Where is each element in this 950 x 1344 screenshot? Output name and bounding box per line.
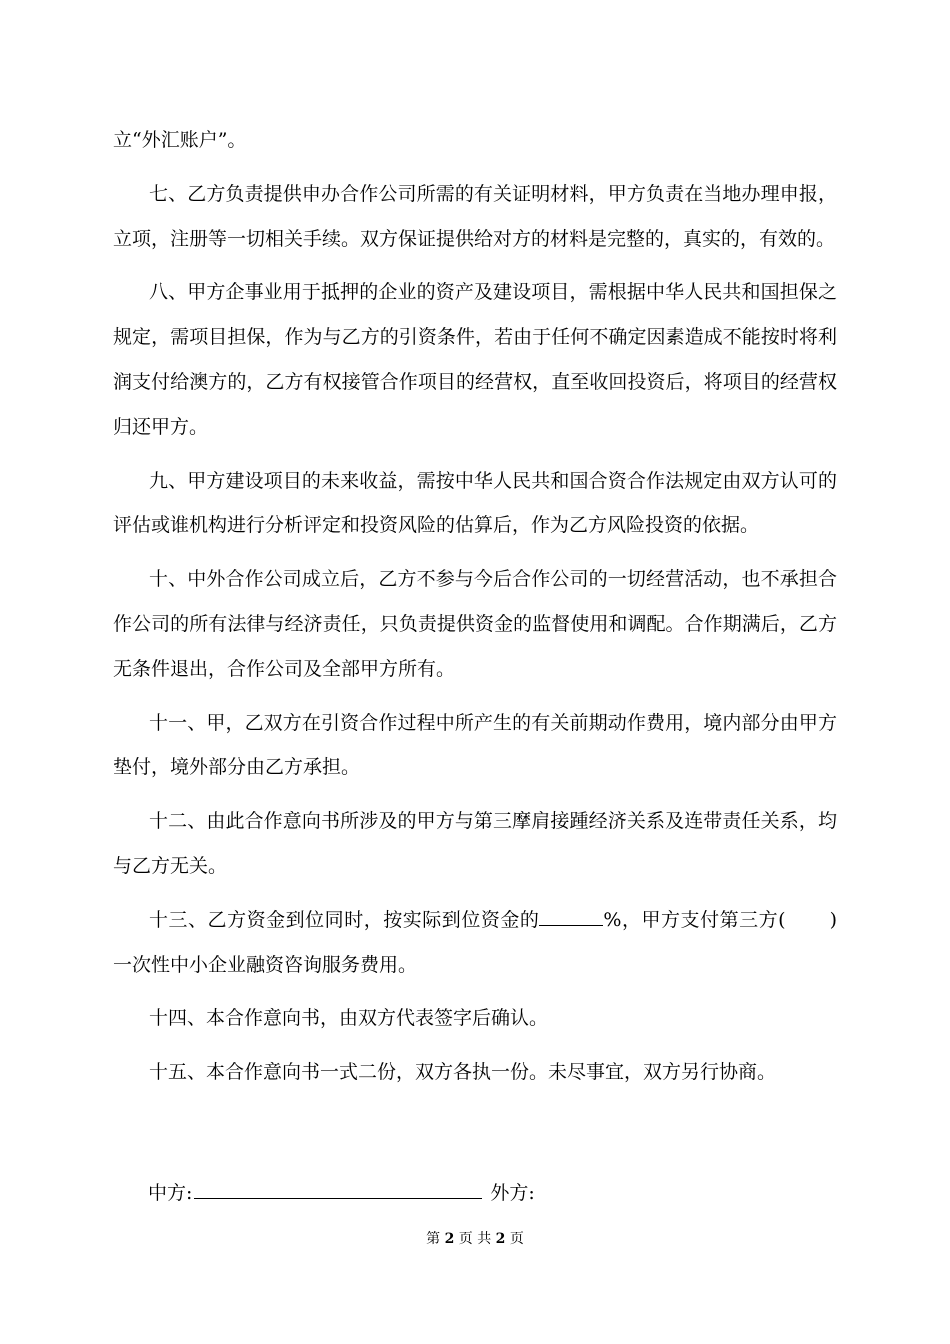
paragraph-clause-7: 七、乙方负责提供申办合作公司所需的有关证明材料，甲方负责在当地办理申报，立项，注册等一切相关手续。双方保证提供给对方的材料是完整的，真实的，有效的。	[113, 182, 837, 250]
paragraph-clause-10: 十、中外合作公司成立后，乙方不参与今后合作公司的一切经营活动，也不承担合作公司的所有法律与经济责任，只负责提供资金的监督使用和调配。合作期满后，乙方无条件退出，合作公司及全部甲方所有。	[113, 568, 837, 680]
clause-13-text-end: )一次性中小企业融资咨询服务费用。	[113, 908, 837, 976]
document-body	[113, 118, 837, 1104]
paragraph-clause-8: 八、甲方企事业用于抵押的企业的资产及建设项目，需根据中华人民共和国担保之规定，需项目担保，作为与乙方的引资条件，若由于任何不确定因素造成不能按时将利润支付给澳方的，乙方有权接管合作项目的经营权，直至收回投资后，将项目的经营权归还甲方。	[113, 281, 837, 438]
clause-13-text-mid: %，甲方支付第三方(	[603, 908, 786, 931]
foreign-party-label: 外方:	[490, 1182, 535, 1204]
paragraph-clause-9: 九、甲方建设项目的未来收益，需按中华人民共和国合资合作法规定由双方认可的评估或谁机构进行分析评定和投资风险的估算后，作为乙方风险投资的依据。	[113, 469, 837, 537]
page-footer	[0, 1229, 950, 1249]
signature-row	[148, 1176, 535, 1209]
footer-suffix: 页	[509, 1231, 524, 1247]
footer-page-number: 2	[444, 1231, 455, 1247]
clause-13-text-start: 十三、乙方资金到位同时，按实际到位资金的	[149, 908, 540, 931]
footer-middle: 页 共	[458, 1231, 492, 1247]
paragraph-clause-15: 十五、本合作意向书一式二份，双方各执一份。未尽事宜，双方另行协商。	[149, 1061, 777, 1084]
paragraph-clause-11: 十一、甲，乙双方在引资合作过程中所产生的有关前期动作费用，境内部分由甲方垫付，境外部分由乙方承担。	[113, 711, 837, 779]
paragraph-clause-12: 十二、由此合作意向书所涉及的甲方与第三摩肩接踵经济关系及连带责任关系，均与乙方无关。	[113, 810, 837, 877]
footer-total-pages: 2	[495, 1231, 506, 1247]
paragraph-0: 立“外汇账户”。	[113, 129, 247, 151]
percentage-blank-line	[539, 907, 603, 926]
paragraph-clause-13	[113, 898, 837, 988]
paragraph-clause-14: 十四、本合作意向书，由双方代表签字后确认。	[149, 1007, 549, 1030]
china-party-label: 中方:	[148, 1182, 193, 1204]
footer-prefix: 第	[426, 1231, 441, 1247]
china-signature-line	[194, 1176, 482, 1199]
